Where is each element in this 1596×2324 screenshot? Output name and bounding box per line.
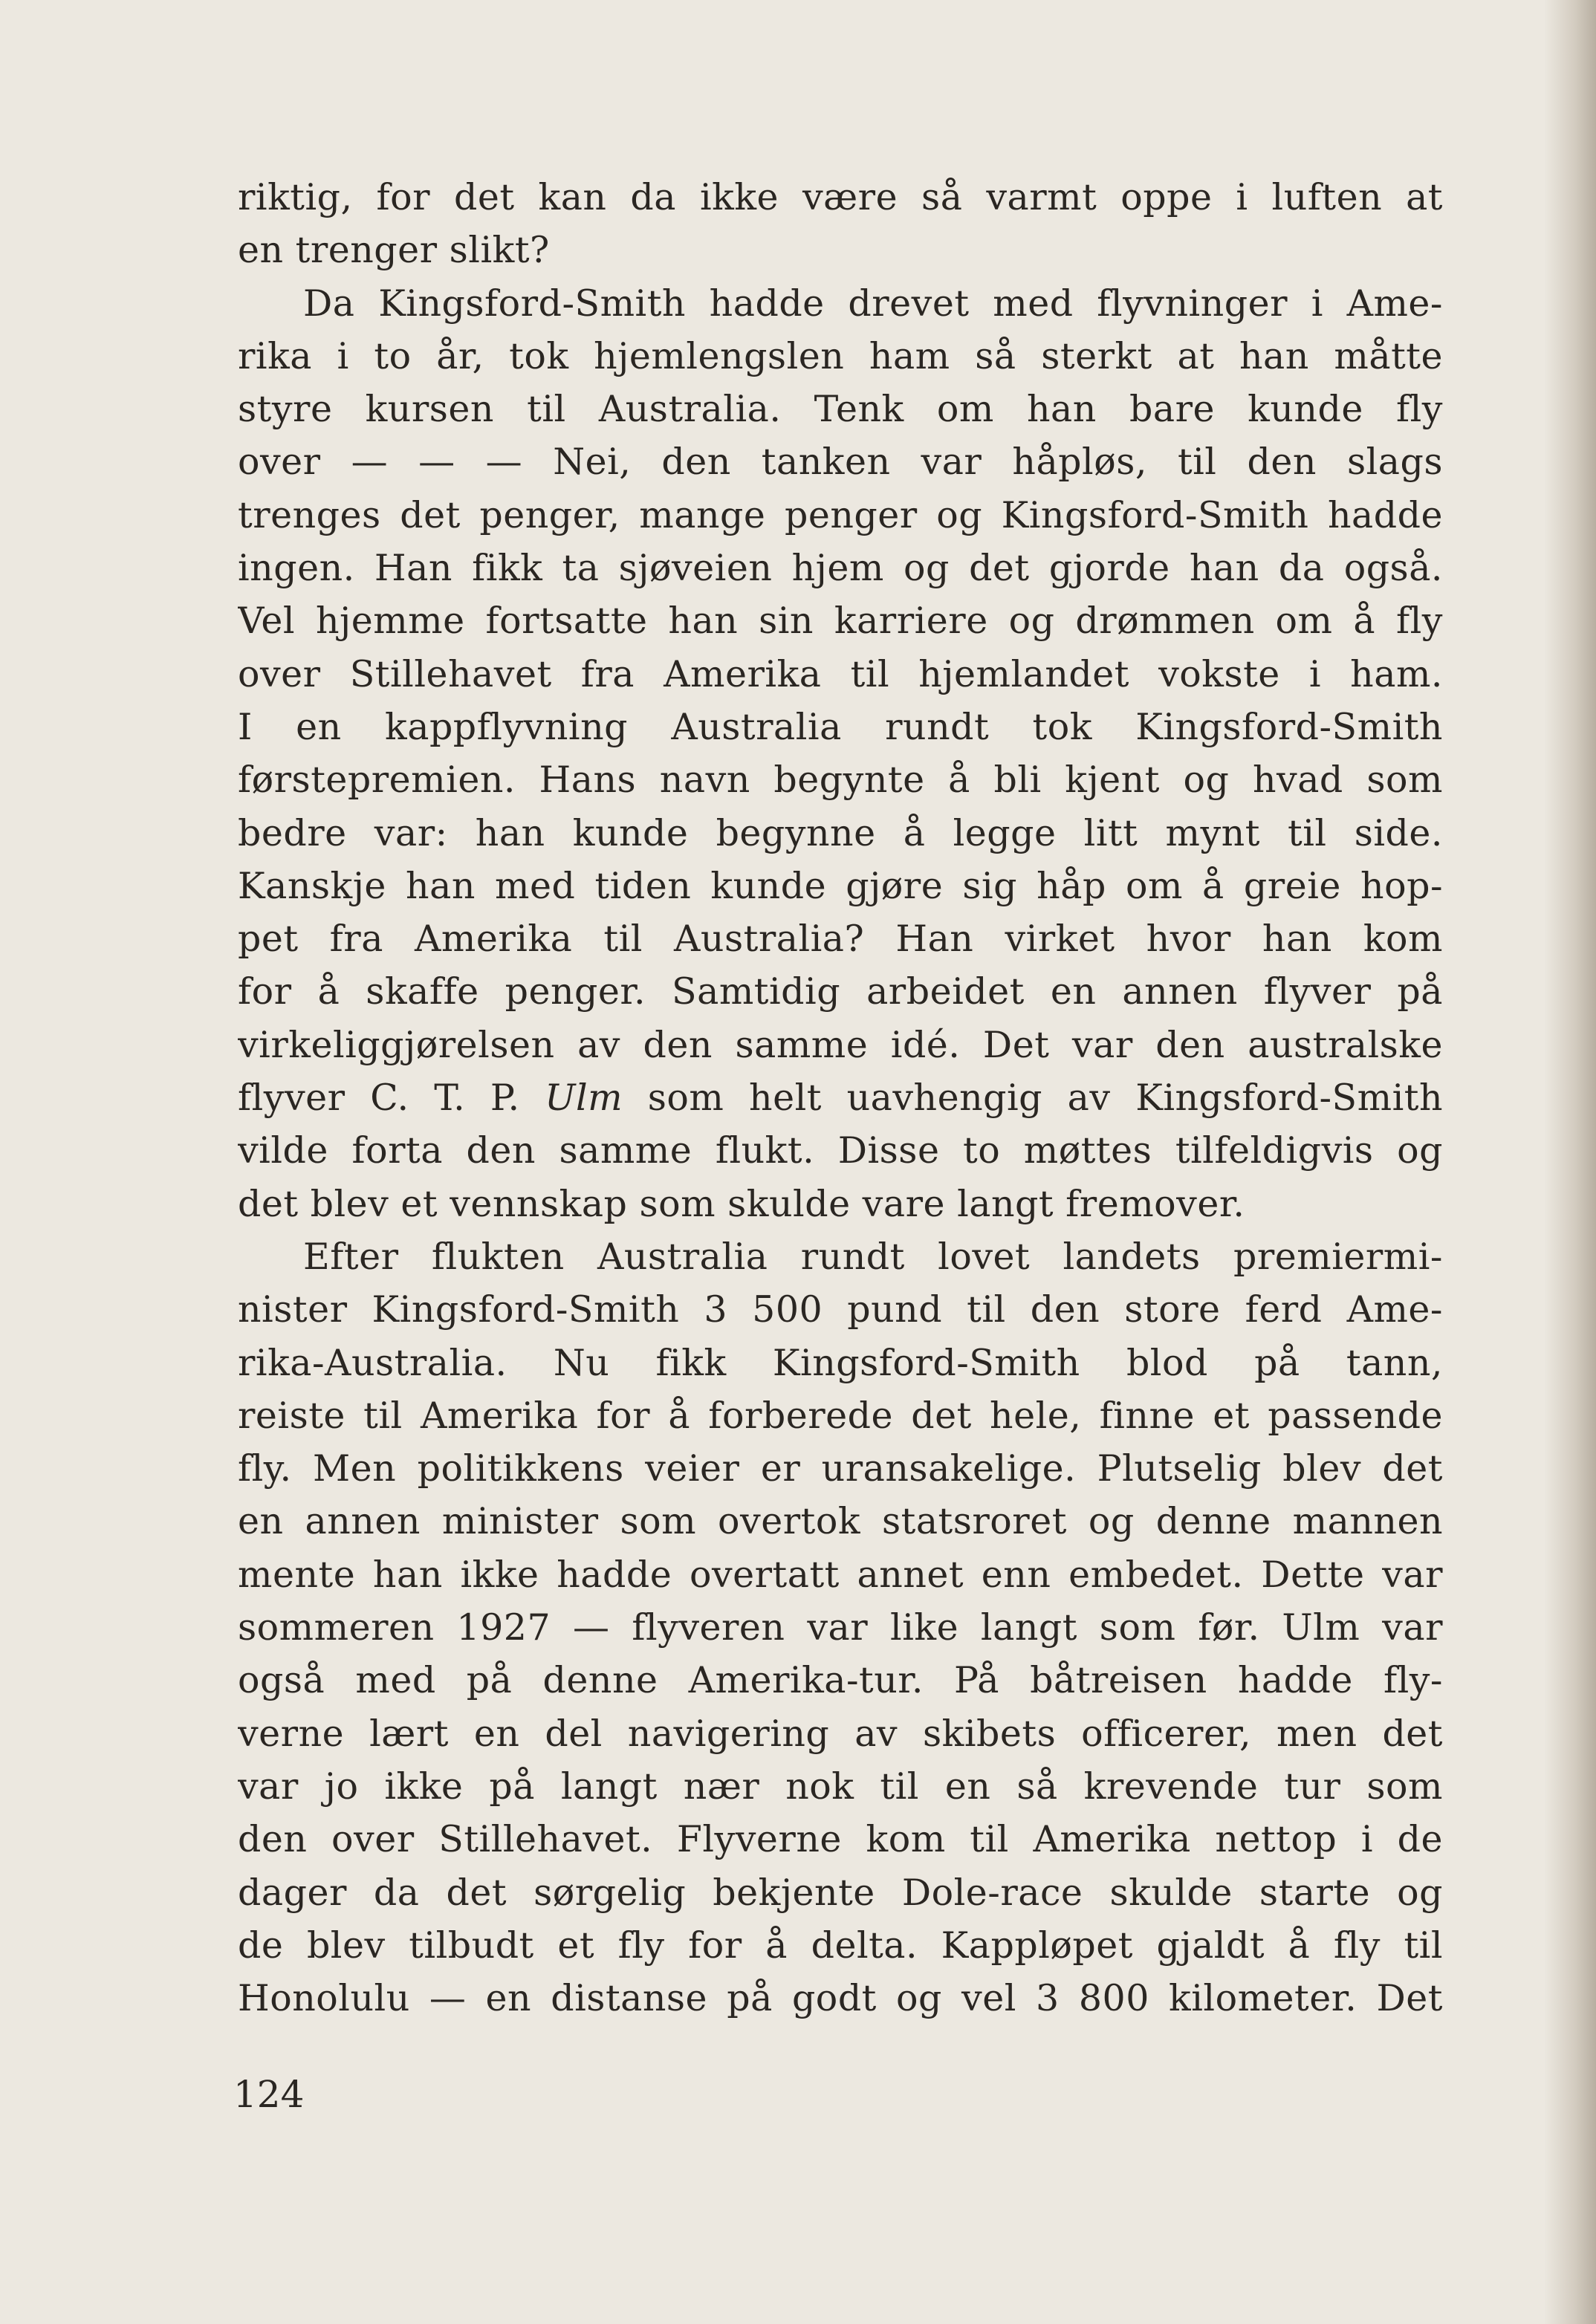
page-number: 124 — [233, 2073, 305, 2116]
text-line: flyver C. T. P. Ulm som helt uavhengig av Kingsford-Smith — [238, 1077, 1443, 1120]
text-line: det blev et vennskap som skulde vare langt fremover. — [238, 1182, 1245, 1225]
text-line: Vel hjemme fortsatte han sin karriere og drømmen om å fly — [238, 600, 1443, 643]
text-line: verne lært en del navigering av skibets officerer, men det — [238, 1712, 1443, 1755]
text-line: trenges det penger, mange penger og Kingsford-Smith hadde — [238, 493, 1443, 536]
text-line: for å skaffe penger. Samtidig arbeidet en annen flyver på — [238, 970, 1443, 1013]
text-line: den over Stillehavet. Flyverne kom til Amerika nettop i de — [238, 1818, 1443, 1861]
text-line: bedre var: han kunde begynne å legge litt mynt til side. — [238, 811, 1443, 854]
text-line: nister Kingsford-Smith 3 500 pund til den store ferd Ame- — [238, 1288, 1443, 1331]
text-line: ingen. Han fikk ta sjøveien hjem og det gjorde han da også. — [238, 547, 1443, 590]
text-line: mente han ikke hadde overtatt annet enn embedet. Dette var — [238, 1553, 1443, 1596]
text-line: også med på denne Amerika-tur. På båtreisen hadde fly- — [238, 1659, 1443, 1702]
text-line: vilde forta den samme flukt. Disse to møttes tilfeldigvis og — [238, 1129, 1443, 1172]
text-line: fly. Men politikkens veier er uransakelige. Plutselig blev det — [238, 1447, 1443, 1490]
text-line: var jo ikke på langt nær nok til en så krevende tur som — [238, 1765, 1443, 1808]
text-line: en trenger slikt? — [238, 229, 550, 272]
text-line: Kanskje han med tiden kunde gjøre sig håp om å greie hop- — [238, 864, 1443, 907]
text-line: Efter flukten Australia rundt lovet landets premiermi- — [303, 1235, 1443, 1278]
body-text — [238, 171, 1443, 2025]
text-line: sommeren 1927 — flyveren var like langt som før. Ulm var — [238, 1606, 1443, 1649]
text-line: styre kursen til Australia. Tenk om han bare kunde fly — [238, 388, 1443, 431]
text-line: over — — — Nei, den tanken var håpløs, til den slags — [238, 441, 1443, 484]
text-line: rika i to år, tok hjemlengslen ham så sterkt at han måtte — [238, 334, 1443, 377]
page-edge-shadow — [1544, 0, 1596, 2324]
text-line: over Stillehavet fra Amerika til hjemlandet vokste i ham. — [238, 652, 1443, 695]
text-line: virkeliggjørelsen av den samme idé. Det var den australske — [238, 1023, 1443, 1066]
text-line: en annen minister som overtok statsroret og denne mannen — [238, 1500, 1443, 1543]
text-line: riktig, for det kan da ikke være så varmt oppe i luften at — [238, 176, 1443, 218]
text-line: Honolulu — en distanse på godt og vel 3 800 kilometer. Det — [238, 1977, 1443, 2020]
text-line: førstepremien. Hans navn begynte å bli kjent og hvad som — [238, 759, 1443, 802]
text-line: I en kappflyvning Australia rundt tok Kingsford-Smith — [238, 705, 1443, 748]
text-line: Da Kingsford-Smith hadde drevet med flyvninger i Ame- — [303, 282, 1443, 325]
text-line: reiste til Amerika for å forberede det hele, finne et passende — [238, 1394, 1443, 1437]
text-line: de blev tilbudt et fly for å delta. Kappløpet gjaldt å fly til — [238, 1924, 1443, 1967]
text-line: dager da det sørgelig bekjente Dole-race skulde starte og — [238, 1871, 1443, 1914]
text-line: pet fra Amerika til Australia? Han virket hvor han kom — [238, 918, 1443, 961]
text-line: rika-Australia. Nu fikk Kingsford-Smith blod på tann, — [238, 1341, 1443, 1384]
